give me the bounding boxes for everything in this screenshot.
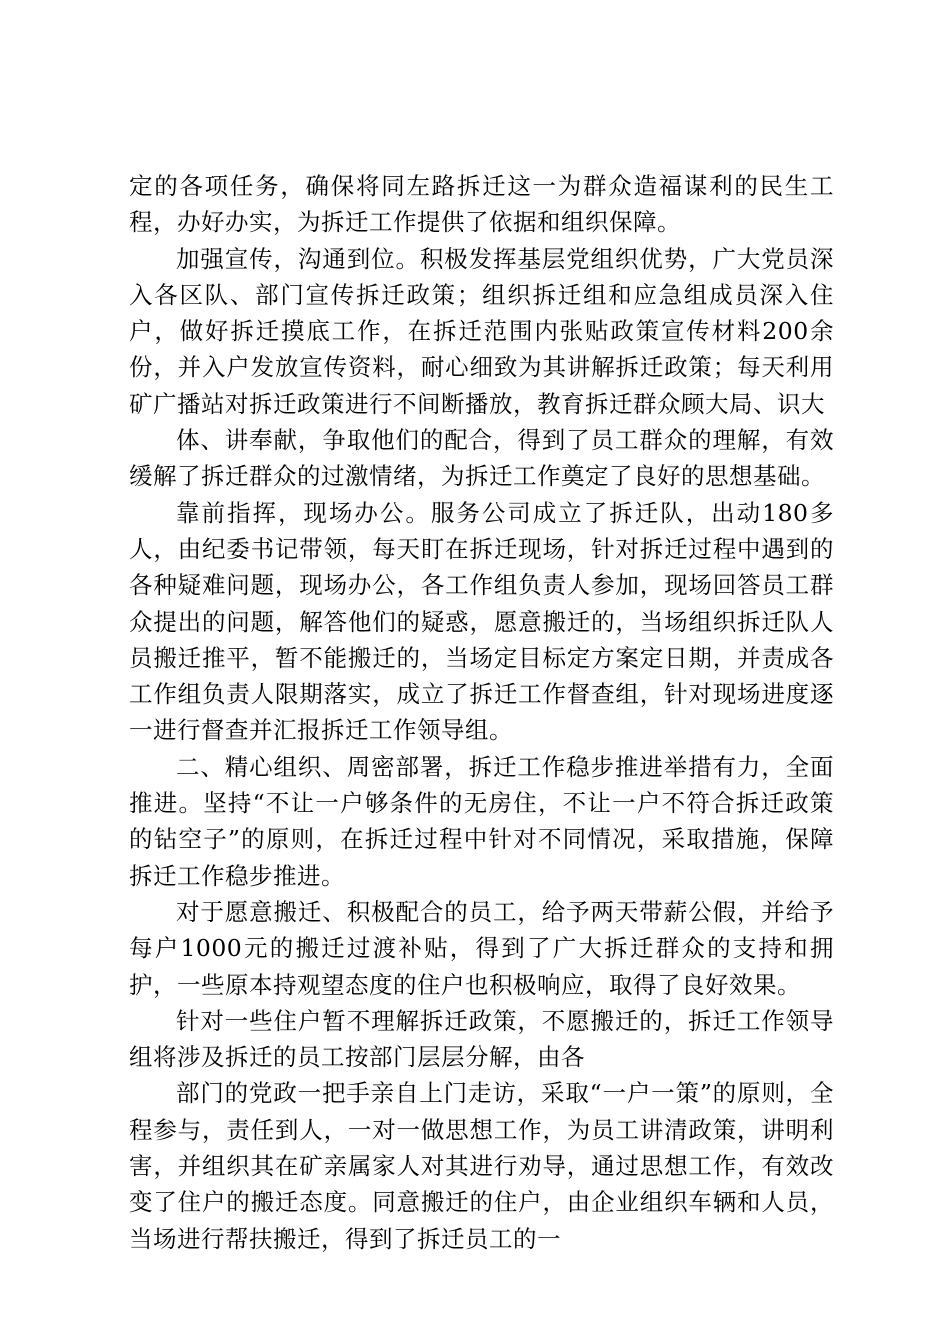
paragraph-publicity-continued: 体、讲奉献，争取他们的配合，得到了员工群众的理解，有效缓解了拆迁群众的过激情绪，为拆迁工作奠定了良好的思想基础。 (129, 426, 834, 491)
paragraph-department-visits: 部门的党政一把手亲自上门走访，采取“一户一策”的原则，全程参与，责任到人，一对一做思想工作，为员工讲清政策，讲明利害，并组织其在矿亲属家人对其进行劝导，通过思想工作，有效改变了住户的搬迁态度。同意搬迁的住户，由企业组织车辆和人员，当场进行帮扶搬迁，得到了拆迁员工的一 (129, 1079, 834, 1253)
paragraph-section-two: 二、精心组织、周密部署，拆迁工作稳步推进举措有力，全面推进。坚持“不让一户够条件的无房住，不让一户不符合拆迁政策的钻空子”的原则，在拆迁过程中针对不同情况，采取措施，保障拆迁工作稳步推进。 (129, 752, 834, 890)
document-body (129, 168, 834, 1257)
paragraph-publicity: 加强宣传，沟通到位。积极发挥基层党组织优势，广大党员深入各区队、部门宣传拆迁政策；组织拆迁组和应急组成员深入住户，做好拆迁摸底工作，在拆迁范围内张贴政策宣传材料200余份，并入户发放宣传资料，耐心细致为其讲解拆迁政策；每天利用矿广播站对拆迁政策进行不间断播放，教育拆迁群众顾大局、识大 (129, 244, 834, 418)
paragraph-on-site-office: 靠前指挥，现场办公。服务公司成立了拆迁队，出动180多人，由纪委书记带领，每天盯在拆迁现场，针对拆迁过程中遇到的各种疑难问题，现场办公，各工作组负责人参加，现场回答员工群众提出的问题，解答他们的疑惑，愿意搬迁的，当场组织拆迁队人员搬迁推平，暂不能搬迁的，当场定目标定方案定日期，并责成各工作组负责人限期落实，成立了拆迁工作督查组，针对现场进度逐一进行督查并汇报拆迁工作领导组。 (129, 498, 834, 745)
paragraph-unwilling-residents: 针对一些住户暂不理解拆迁政策，不愿搬迁的，拆迁工作领导组将涉及拆迁的员工按部门层层分解，由各 (129, 1006, 834, 1072)
paragraph-continuation: 定的各项任务，确保将同左路拆迁这一为群众造福谋利的民生工程，办好办实，为拆迁工作提供了依据和组织保障。 (129, 172, 834, 237)
paragraph-willing-employees: 对于愿意搬迁、积极配合的员工，给予两天带薪公假，并给予每户1000元的搬迁过渡补贴，得到了广大拆迁群众的支持和拥护，一些原本持观望态度的住户也积极响应，取得了良好效果。 (129, 897, 834, 999)
